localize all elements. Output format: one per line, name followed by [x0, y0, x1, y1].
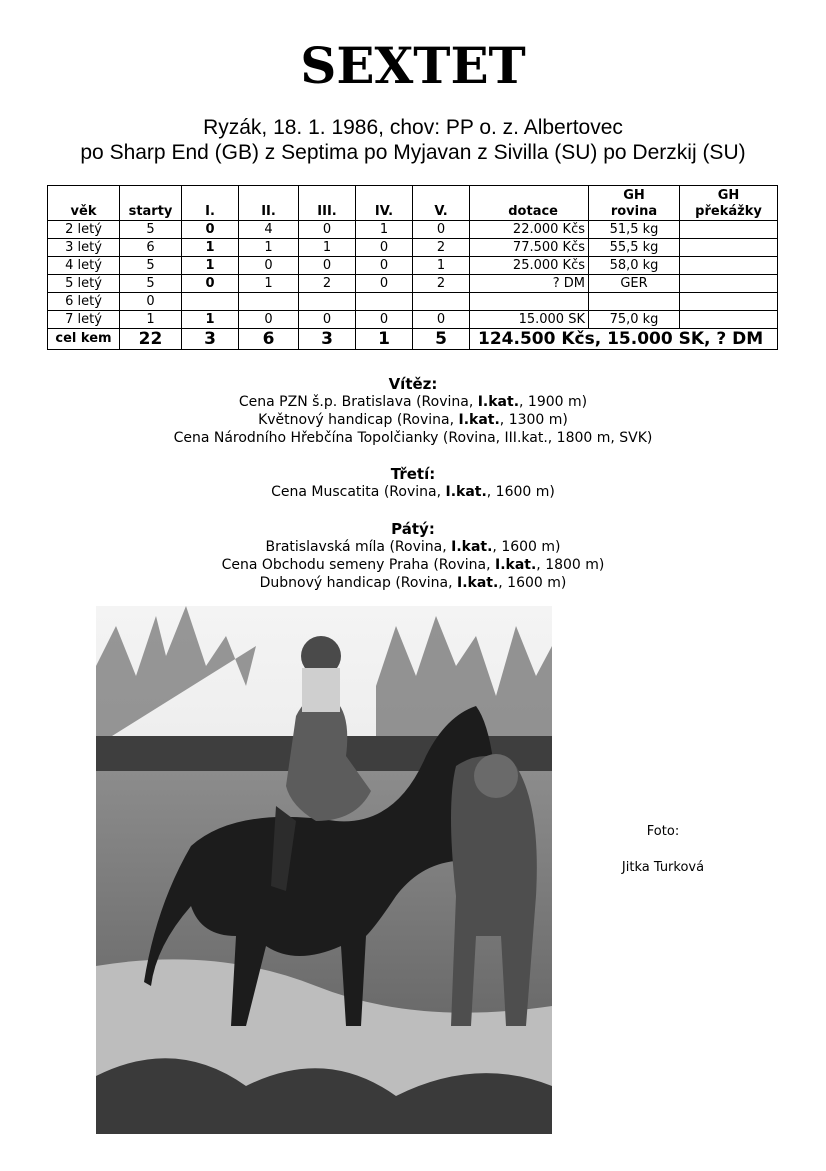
third-place-section	[0, 465, 826, 501]
cell-age: 4 letý	[48, 257, 120, 275]
cell-gh-flat: 51,5 kg	[589, 221, 680, 239]
race-entry: Cena PZN š.p. Bratislava (Rovina, I.kat., 1900 m)	[238, 394, 588, 410]
cell-prize	[470, 293, 589, 311]
total-third: 3	[299, 329, 356, 350]
total-second: 6	[239, 329, 299, 350]
winner-heading: Vítěz:	[388, 375, 438, 393]
cell-first: 1	[182, 239, 239, 257]
cell-fourth	[356, 293, 413, 311]
cell-starts: 5	[120, 221, 182, 239]
third-heading: Třetí:	[390, 465, 436, 483]
race-entry: Cena Muscatita (Rovina, I.kat., 1600 m)	[271, 484, 555, 500]
cell-second: 4	[239, 221, 299, 239]
total-label: cel kem	[48, 329, 120, 350]
cell-third: 2	[299, 275, 356, 293]
cell-fourth: 0	[356, 257, 413, 275]
cell-starts: 1	[120, 311, 182, 329]
cell-prize: 25.000 Kčs	[470, 257, 589, 275]
cell-gh-flat: 55,5 kg	[589, 239, 680, 257]
cell-gh-jump	[680, 221, 778, 239]
cell-fifth: 2	[413, 239, 470, 257]
winner-section	[0, 375, 826, 447]
header-first: I.	[182, 186, 239, 221]
cell-first: 1	[182, 311, 239, 329]
race-entry: Bratislavská míla (Rovina, I.kat., 1600 m)	[265, 539, 561, 555]
race-entry: Cena Obchodu semeny Praha (Rovina, I.kat., 1800 m)	[221, 557, 605, 573]
cell-gh-jump	[680, 275, 778, 293]
cell-age: 2 letý	[48, 221, 120, 239]
cell-fourth: 1	[356, 221, 413, 239]
race-entry: Cena Národního Hřebčína Topolčianky (Rovina, III.kat., 1800 m, SVK)	[173, 430, 653, 446]
race-entry: Květnový handicap (Rovina, I.kat., 1300 m)	[258, 412, 568, 428]
cell-age: 3 letý	[48, 239, 120, 257]
cell-second	[239, 293, 299, 311]
total-first: 3	[182, 329, 239, 350]
total-fourth: 1	[356, 329, 413, 350]
cell-age: 7 letý	[48, 311, 120, 329]
table-total-row	[48, 329, 778, 350]
cell-prize: 77.500 Kčs	[470, 239, 589, 257]
cell-starts: 0	[120, 293, 182, 311]
race-entry: Dubnový handicap (Rovina, I.kat., 1600 m)	[259, 575, 567, 591]
cell-second: 0	[239, 257, 299, 275]
cell-second: 1	[239, 275, 299, 293]
cell-gh-flat	[589, 293, 680, 311]
cell-third	[299, 293, 356, 311]
photo-credit-label: Foto:	[646, 824, 680, 839]
cell-first: 0	[182, 275, 239, 293]
cell-gh-jump	[680, 311, 778, 329]
cell-first	[182, 293, 239, 311]
total-fifth: 5	[413, 329, 470, 350]
cell-gh-jump	[680, 239, 778, 257]
cell-starts: 5	[120, 275, 182, 293]
pedigree-line: po Sharp End (GB) z Septima po Myjavan z Sivilla (SU) po Derzkij (SU)	[80, 141, 746, 164]
table-row	[48, 275, 778, 293]
cell-fourth: 0	[356, 275, 413, 293]
cell-second: 0	[239, 311, 299, 329]
fifth-place-section	[0, 520, 826, 592]
cell-gh-flat: GER	[589, 275, 680, 293]
horse-info-line: Ryzák, 18. 1. 1986, chov: PP o. z. Albertovec	[203, 116, 623, 139]
table-row	[48, 293, 778, 311]
header-age: věk	[48, 186, 120, 221]
header-gh-flat: GH rovina	[589, 186, 680, 221]
cell-second: 1	[239, 239, 299, 257]
cell-first: 1	[182, 257, 239, 275]
cell-third: 1	[299, 239, 356, 257]
horse-photo	[96, 606, 552, 1134]
cell-prize: ? DM	[470, 275, 589, 293]
career-stats-table	[47, 185, 778, 350]
table-row	[48, 257, 778, 275]
cell-gh-flat: 75,0 kg	[589, 311, 680, 329]
cell-third: 0	[299, 257, 356, 275]
page-title: SEXTET	[300, 36, 526, 95]
cell-third: 0	[299, 221, 356, 239]
table-row	[48, 221, 778, 239]
table-row	[48, 239, 778, 257]
header-fifth: V.	[413, 186, 470, 221]
total-starts: 22	[120, 329, 182, 350]
header-prize: dotace	[470, 186, 589, 221]
total-prize: 124.500 Kčs, 15.000 SK, ? DM	[470, 329, 778, 350]
cell-starts: 5	[120, 257, 182, 275]
cell-starts: 6	[120, 239, 182, 257]
cell-age: 5 letý	[48, 275, 120, 293]
cell-fifth	[413, 293, 470, 311]
header-third: III.	[299, 186, 356, 221]
header-second: II.	[239, 186, 299, 221]
cell-age: 6 letý	[48, 293, 120, 311]
header-gh-jump: GH překážky	[680, 186, 778, 221]
photo-credit-name: Jitka Turková	[621, 860, 705, 875]
header-fourth: IV.	[356, 186, 413, 221]
cell-fifth: 1	[413, 257, 470, 275]
cell-fourth: 0	[356, 239, 413, 257]
cell-fifth: 0	[413, 311, 470, 329]
cell-fifth: 0	[413, 221, 470, 239]
cell-gh-jump	[680, 293, 778, 311]
cell-third: 0	[299, 311, 356, 329]
cell-gh-flat: 58,0 kg	[589, 257, 680, 275]
cell-prize: 22.000 Kčs	[470, 221, 589, 239]
table-header-row	[48, 186, 778, 221]
cell-first: 0	[182, 221, 239, 239]
table-row	[48, 311, 778, 329]
fifth-heading: Pátý:	[391, 520, 435, 538]
cell-gh-jump	[680, 257, 778, 275]
cell-fourth: 0	[356, 311, 413, 329]
cell-fifth: 2	[413, 275, 470, 293]
cell-prize: 15.000 SK	[470, 311, 589, 329]
header-starts: starty	[120, 186, 182, 221]
